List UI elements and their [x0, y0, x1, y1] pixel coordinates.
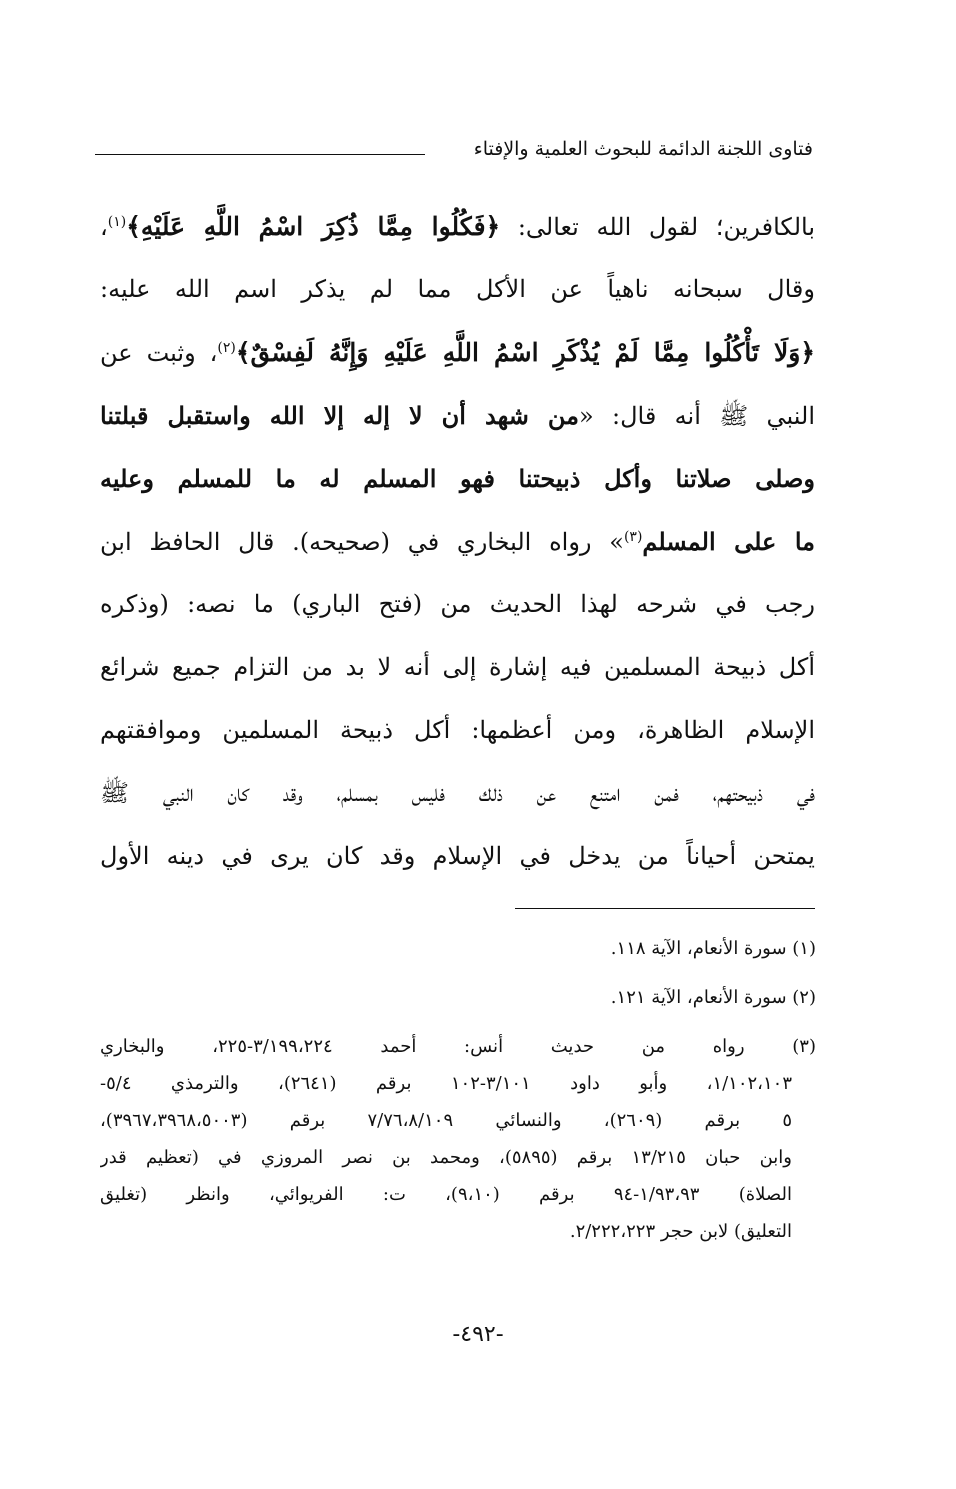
text-segment: » رواه البخاري في (صحيحه). قال الحافظ ابن [100, 528, 624, 556]
text-line-11 [100, 825, 815, 888]
text-segment: في ذبيحتهم، فمن امتنع عن ذلك فليس بمسلم، وقد كان النبي ﷺ [100, 779, 815, 807]
footnote-3-line: ١/١٠٢،١٠٣، وأبو داود ٣/١٠١-١٠٢ برقم (٢٦٤١)، والترمذي ٥/٤- [100, 1073, 792, 1094]
main-text [100, 195, 815, 888]
text-line-5 [100, 447, 815, 510]
footnote-3-line: (٣) رواه من حديث أنس: أحمد ٣/١٩٩،٢٢٤-٢٢٥، والبخاري [100, 1036, 816, 1057]
footnotes [100, 930, 816, 1250]
text-line-7 [100, 573, 815, 636]
text-line-6 [100, 510, 815, 573]
page-number: -٤٩٢- [452, 1322, 504, 1347]
footnote-ref: (٢) [217, 340, 236, 356]
footnote-3-line: ٥ برقم (٢٦٠٩)، والنسائي ٧/٧٦،٨/١٠٩ برقم (٣٩٦٧،٣٩٦٨،٥٠٠٣)، [100, 1110, 792, 1131]
text-line-1 [100, 195, 815, 258]
text-segment: الإسلام الظاهرة، ومن أعظمها: أكل ذبيحة المسلمين وموافقتهم [100, 716, 815, 744]
hadith-text: من شهد أن لا إله إلا الله واستقبل قبلتنا [100, 401, 579, 430]
footnote-ref: (١) [107, 214, 127, 230]
text-line-10 [100, 762, 815, 825]
text-segment: يمتحن أحياناً من يدخل في الإسلام وقد كان يرى في دينه الأول [100, 842, 815, 870]
text-segment: وقال سبحانه ناهياً عن الأكل مما لم يذكر اسم الله عليه: [100, 275, 815, 303]
footnote-3-line: التعليق) لابن حجر ٢/٢٢٢،٢٢٣. [569, 1221, 792, 1242]
footnote-3 [100, 1028, 816, 1250]
footnote-1: (١) سورة الأنعام، الآية ١١٨. [610, 938, 816, 959]
text-line-9 [100, 699, 815, 762]
quran-verse: ﴿فَكُلُوا مِمَّا ذُكِرَ اسْمُ اللَّهِ عَلَيْهِ﴾ [126, 212, 501, 241]
text-line-8 [100, 636, 815, 699]
text-segment: ، [100, 213, 108, 241]
text-segment: بالكافرين؛ لقول الله تعالى: [500, 213, 815, 241]
text-line-3 [100, 321, 815, 384]
footnote-separator [515, 908, 815, 909]
hadith-text: وصلى صلاتنا وأكل ذبيحتنا فهو المسلم له ما للمسلم وعليه [100, 464, 815, 493]
footnote-3-line: وابن حبان ١٣/٢١٥ برقم (٥٨٩٥)، ومحمد بن نصر المروزي في (تعظيم قدر [100, 1147, 792, 1168]
text-line-2 [100, 258, 815, 321]
header-rule [95, 154, 425, 155]
text-segment: ، وثبت عن [100, 339, 218, 367]
text-line-4 [100, 384, 815, 447]
hadith-text: ما على المسلم [642, 527, 815, 556]
text-segment: رجب في شرحه لهذا الحديث من (فتح الباري) ما نصه: (وذكره [100, 590, 815, 618]
header-title: فتاوى اللجنة الدائمة للبحوث العلمية والإفتاء [473, 138, 813, 160]
footnote-ref: (٣) [623, 529, 643, 545]
footnote-2: (٢) سورة الأنعام، الآية ١٢١. [610, 987, 816, 1008]
quran-verse: ﴿وَلَا تَأْكُلُوا مِمَّا لَمْ يُذْكَرِ اسْمُ اللَّهِ عَلَيْهِ وَإِنَّهُ لَفِسْقٌ﴾ [235, 338, 815, 367]
footnote-3-line: الصلاة) ١/٩٣،٩٣-٩٤ برقم (٩،١٠)، ت: الفريوائي، وانظر (تغليق [100, 1184, 793, 1205]
text-segment: أكل ذبيحة المسلمين فيه إشارة إلى أنه لا بد من التزام جميع شرائع [100, 653, 815, 681]
running-header [95, 134, 813, 166]
text-segment: النبي ﷺ أنه قال: « [579, 402, 815, 430]
